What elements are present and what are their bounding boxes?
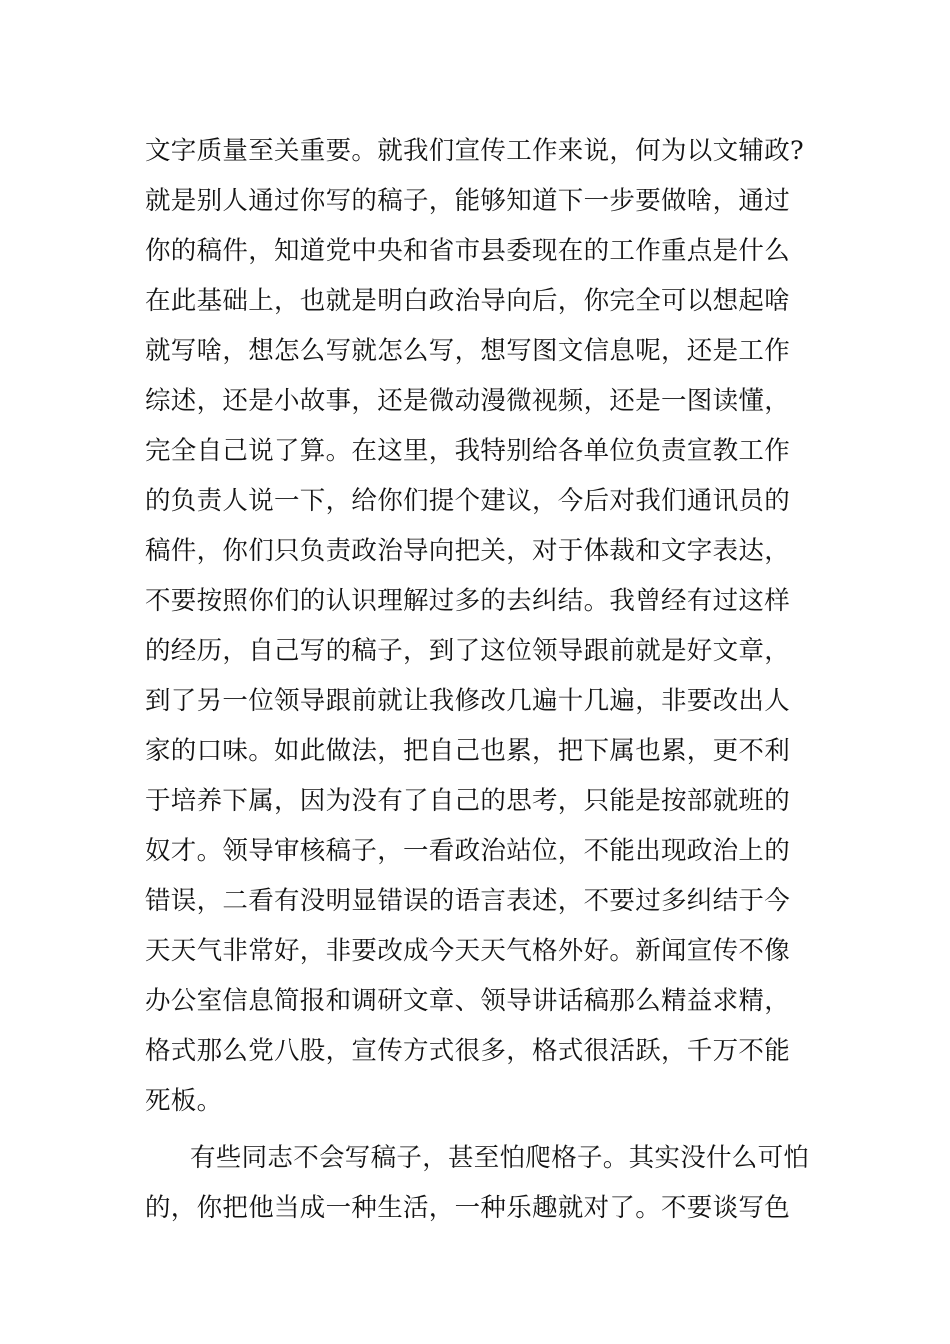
paragraph-2 <box>145 1133 815 1233</box>
paragraph-line: 错误，二看有没明显错误的语言表述，不要过多纠结于今 <box>145 886 791 916</box>
paragraph-1 <box>145 126 815 1126</box>
paragraph-line: 的负责人说一下，给你们提个建议，今后对我们通讯员的 <box>145 486 791 516</box>
paragraph-line: 在此基础上，也就是明白政治导向后，你完全可以想起啥 <box>145 286 791 316</box>
paragraph-line: 你的稿件，知道党中央和省市县委现在的工作重点是什么 <box>145 236 791 266</box>
paragraph-line: 的，你把他当成一种生活，一种乐趣就对了。不要谈写色 <box>145 1193 791 1223</box>
paragraph-line: 天天气非常好，非要改成今天天气格外好。新闻宣传不像 <box>145 936 791 966</box>
paragraph-line: 的经历，自己写的稿子，到了这位领导跟前就是好文章， <box>145 636 791 666</box>
paragraph-line: 不要按照你们的认识理解过多的去纠结。我曾经有过这样 <box>145 586 791 616</box>
paragraph-line: 文字质量至关重要。就我们宣传工作来说，何为以文辅政? <box>145 136 804 166</box>
body-text <box>145 126 815 1233</box>
paragraph-line: 办公室信息简报和调研文章、领导讲话稿那么精益求精， <box>145 986 791 1016</box>
paragraph-line: 完全自己说了算。在这里，我特别给各单位负责宣教工作 <box>145 436 791 466</box>
paragraph-line: 于培养下属，因为没有了自己的思考，只能是按部就班的 <box>145 786 791 816</box>
paragraph-line: 格式那么党八股，宣传方式很多，格式很活跃，千万不能 <box>145 1036 791 1066</box>
paragraph-line: 稿件，你们只负责政治导向把关，对于体裁和文字表达， <box>145 536 791 566</box>
paragraph-line: 家的口味。如此做法，把自己也累，把下属也累，更不利 <box>145 736 791 766</box>
paragraph-line: 就写啥，想怎么写就怎么写，想写图文信息呢，还是工作 <box>145 336 791 366</box>
paragraph-line: 综述，还是小故事，还是微动漫微视频，还是一图读懂， <box>145 386 791 416</box>
paragraph-line: 到了另一位领导跟前就让我修改几遍十几遍，非要改出人 <box>145 686 791 716</box>
paragraph-line: 有些同志不会写稿子，甚至怕爬格子。其实没什么可怕 <box>190 1143 810 1173</box>
paragraph-line: 就是别人通过你写的稿子，能够知道下一步要做啥，通过 <box>145 186 791 216</box>
paragraph-line: 死板。 <box>145 1086 223 1116</box>
paragraph-line: 奴才。领导审核稿子，一看政治站位，不能出现政治上的 <box>145 836 791 866</box>
